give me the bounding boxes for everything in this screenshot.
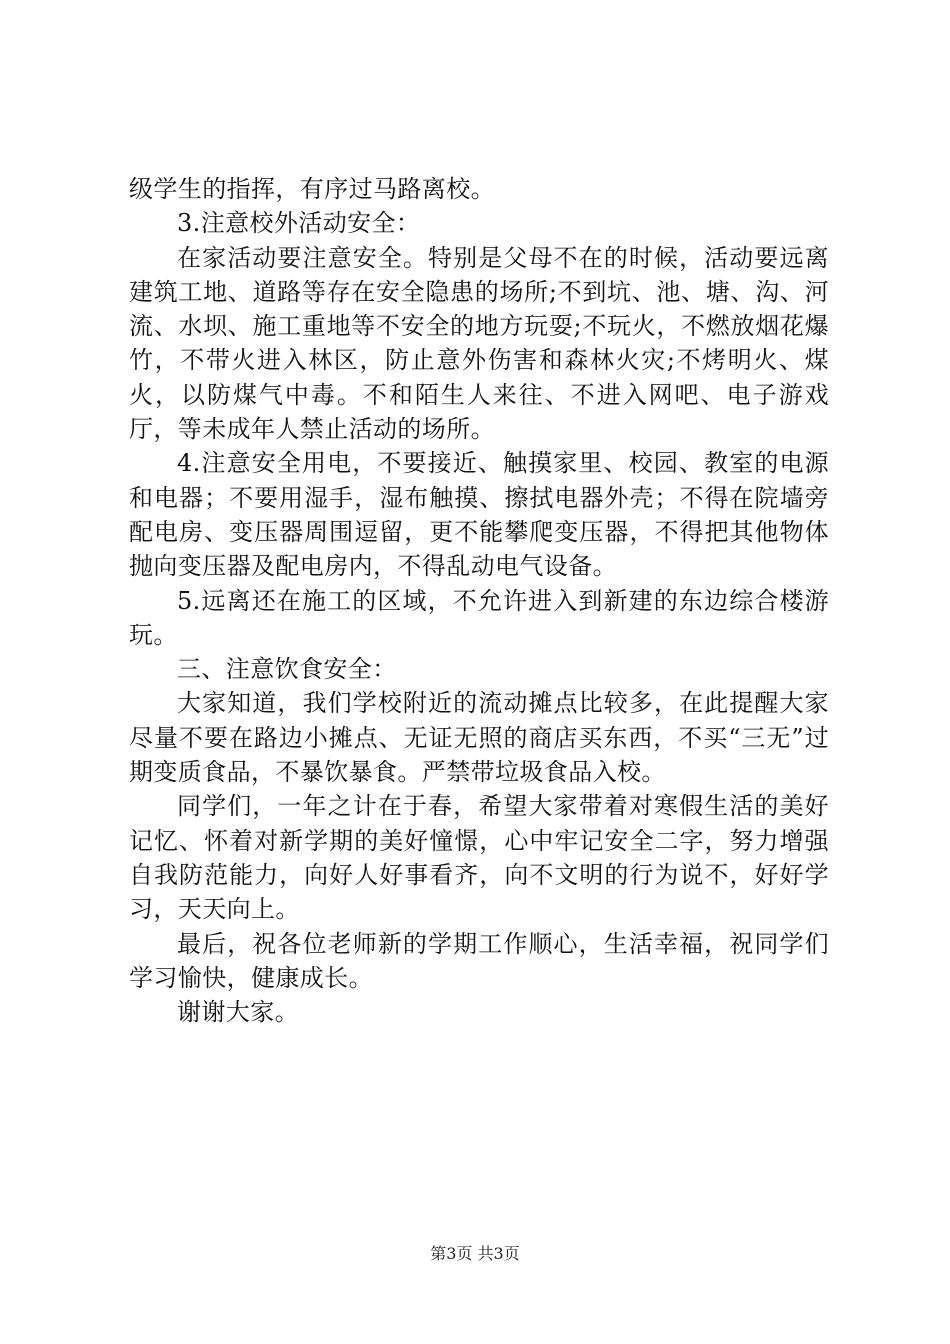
paragraph-new-semester: 同学们，一年之计在于春，希望大家带着对寒假生活的美好记忆、怀着对新学期的美好憧憬，心中牢记安全二字，努力增强自我防范能力，向好人好事看齐，向不文明的行为说不，好好学习，天天向上。 xyxy=(129,792,829,924)
paragraph-food-safety: 大家知道，我们学校附近的流动摊点比较多，在此提醒大家尽量不要在路边小摊点、无证无照的商店买东西，不买“三无”过期变质食品，不暴饮暴食。严禁带垃圾食品入校。 xyxy=(129,689,829,787)
paragraph-outdoor-safety: 在家活动要注意安全。特别是父母不在的时候，活动要远离建筑工地、道路等存在安全隐患的场所;不到坑、池、塘、沟、河流、水坝、施工重地等不安全的地方玩耍;不玩火，不燃放烟花爆竹，不带火进入林区，防止意外伤害和森林火灾;不烤明火、煤火，以防煤气中毒。不和陌生人来往、不进入网吧、电子游戏厅，等未成年人禁止活动的场所。 xyxy=(129,243,829,444)
paragraph-heading-outdoor-safety: 3.注意校外活动安全： xyxy=(177,209,421,238)
page-number: 第3页 共3页 xyxy=(430,1244,520,1263)
paragraph-construction-area: 5.远离还在施工的区域，不允许进入到新建的东边综合楼游玩。 xyxy=(129,586,829,649)
paragraph-closing-wishes: 最后，祝各位老师新的学期工作顺心，生活幸福，祝同学们学习愉快，健康成长。 xyxy=(129,929,829,992)
paragraph-electrical-safety: 4.注意安全用电，不要接近、触摸家里、校园、教室的电源和电器；不要用湿手，湿布触摸、擦拭电器外壳；不得在院墙旁配电房、变压器周围逗留，更不能攀爬变压器，不得把其他物体抛向变压器及配电房内，不得乱动电气设备。 xyxy=(129,449,829,581)
page-footer xyxy=(0,1244,950,1264)
paragraph-thanks: 谢谢大家。 xyxy=(177,998,299,1027)
paragraph-continuation: 级学生的指挥，有序过马路离校。 xyxy=(129,175,495,203)
paragraph-heading-food-safety: 三、注意饮食安全： xyxy=(177,655,397,684)
document-body xyxy=(129,172,829,1029)
